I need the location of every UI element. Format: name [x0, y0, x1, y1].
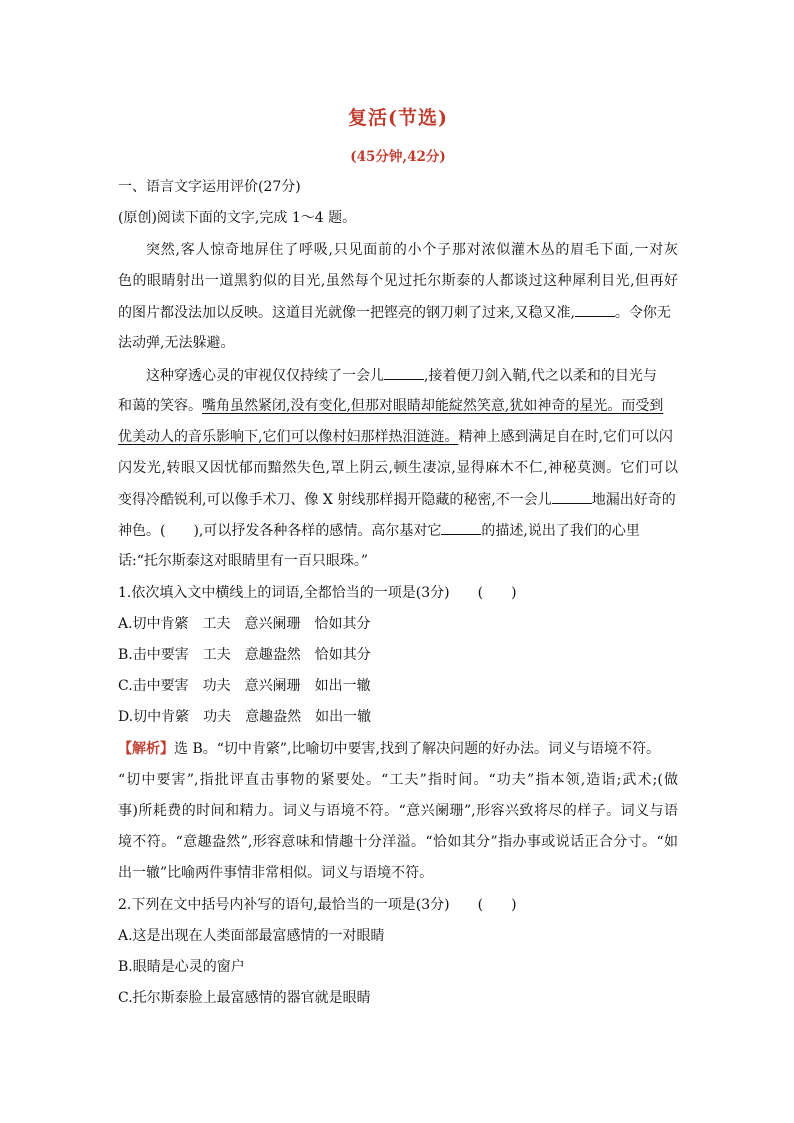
page-title: 复活(节选)	[348, 107, 448, 129]
fill-blank	[552, 489, 592, 504]
analysis-line: “切中要害”,指批评直击事物的紧要处。“工夫”指时间。“功夫”指本领,造诣;武术;(做	[118, 772, 678, 788]
underlined-sentence: 优美动人的音乐影响下,它们可以像村妇那样热泪涟涟。	[118, 429, 459, 445]
fill-blank	[575, 302, 615, 317]
fill-blank	[441, 520, 481, 535]
option-b: B.击中要害 工夫 意趣盎然 恰如其分	[118, 647, 371, 663]
analysis-tag: 【解析】	[118, 741, 174, 757]
passage-line: 法动弹,无法躲避。	[118, 335, 235, 351]
option-d: D.切中肯綮 功夫 意趣盎然 如出一辙	[118, 709, 372, 725]
passage-line: 变得冷酷锐利,可以像手术刀、像 X 射线那样揭开隐藏的秘密,不一会儿 地漏出好奇的	[118, 489, 676, 510]
passage-line: 的图片都没法加以反映。这道目光就像一把铿亮的钢刀刺了过来,又稳又准, 。令你无	[118, 302, 671, 323]
passage-line: 突然,客人惊奇地屏住了呼吸,只见面前的小个子那对浓似灌木丛的眉毛下面,一对灰	[146, 242, 678, 258]
page-subtitle: (45分钟,42分)	[350, 149, 446, 165]
analysis-line: 事)所耗费的时间和精力。词义与语境不符。“意兴阑珊”,形容兴致将尽的样子。词义与语	[118, 803, 678, 819]
passage-line: 神色。( ),可以抒发各种各样的感情。高尔基对它 的描述,说出了我们的心里	[118, 520, 640, 541]
passage-line: 色的眼睛射出一道黑豹似的目光,虽然每个见过托尔斯泰的人都谈过这种犀利目光,但再好	[118, 273, 678, 289]
passage-line: 和蔼的笑容。嘴角虽然紧闭,没有变化,但那对眼睛却能綻然笑意,犹如神奇的星光。而受到	[118, 398, 664, 414]
passage-line: 优美动人的音乐影响下,它们可以像村妇那样热泪涟涟。精神上感到满足自在时,它们可以闪	[118, 429, 673, 445]
passage-line: 话:“托尔斯泰这对眼睛里有一百只眼珠。”	[118, 553, 369, 569]
option-c: C.击中要害 功夫 意兴阑珊 如出一辙	[118, 678, 371, 694]
analysis-line: 【解析】选 B。“切中肯綮”,比喻切中要害,找到了解决问题的好办法。词义与语境不符。	[118, 741, 660, 757]
option-a: A.切中肯綮 工夫 意兴阑珊 恰如其分	[118, 616, 371, 632]
passage-line: 闪发光,转眼又因忧郁而黯然失色,罩上阴云,顿生凄凉,显得麻木不仁,神秘莫测。它们可以	[118, 460, 678, 476]
option-a: A.这是出现在人类面部最富感情的一对眼睛	[118, 928, 385, 944]
underlined-sentence: 嘴角虽然紧闭,没有变化,但那对眼睛却能綻然笑意,犹如神奇的星光。而受到	[202, 398, 664, 414]
reading-instruction: (原创)阅读下面的文字,完成 1～4 题。	[118, 210, 357, 226]
analysis-line: 出一辙”比喻两件事情非常相似。词义与语境不符。	[118, 865, 434, 881]
question-stem: 1.依次填入文中横线上的词语,全都恰当的一项是(3分) ( )	[118, 585, 517, 601]
fill-blank	[384, 365, 424, 380]
section-heading: 一、语言文字运用评价(27分)	[118, 179, 301, 195]
question-stem: 2.下列在文中括号内补写的语句,最恰当的一项是(3分) ( )	[118, 897, 517, 913]
option-b: B.眼睛是心灵的窗户	[118, 959, 245, 975]
passage-line: 这种穿透心灵的审视仅仅持续了一会儿 ,接着便刀剑入鞘,代之以柔和的目光与	[146, 365, 657, 386]
option-c: C.托尔斯泰脸上最富感情的器官就是眼睛	[118, 990, 371, 1006]
analysis-line: 境不符。“意趣盎然”,形容意味和情趣十分洋溢。“恰如其分”指办事或说话正合分寸。“如	[118, 834, 678, 850]
